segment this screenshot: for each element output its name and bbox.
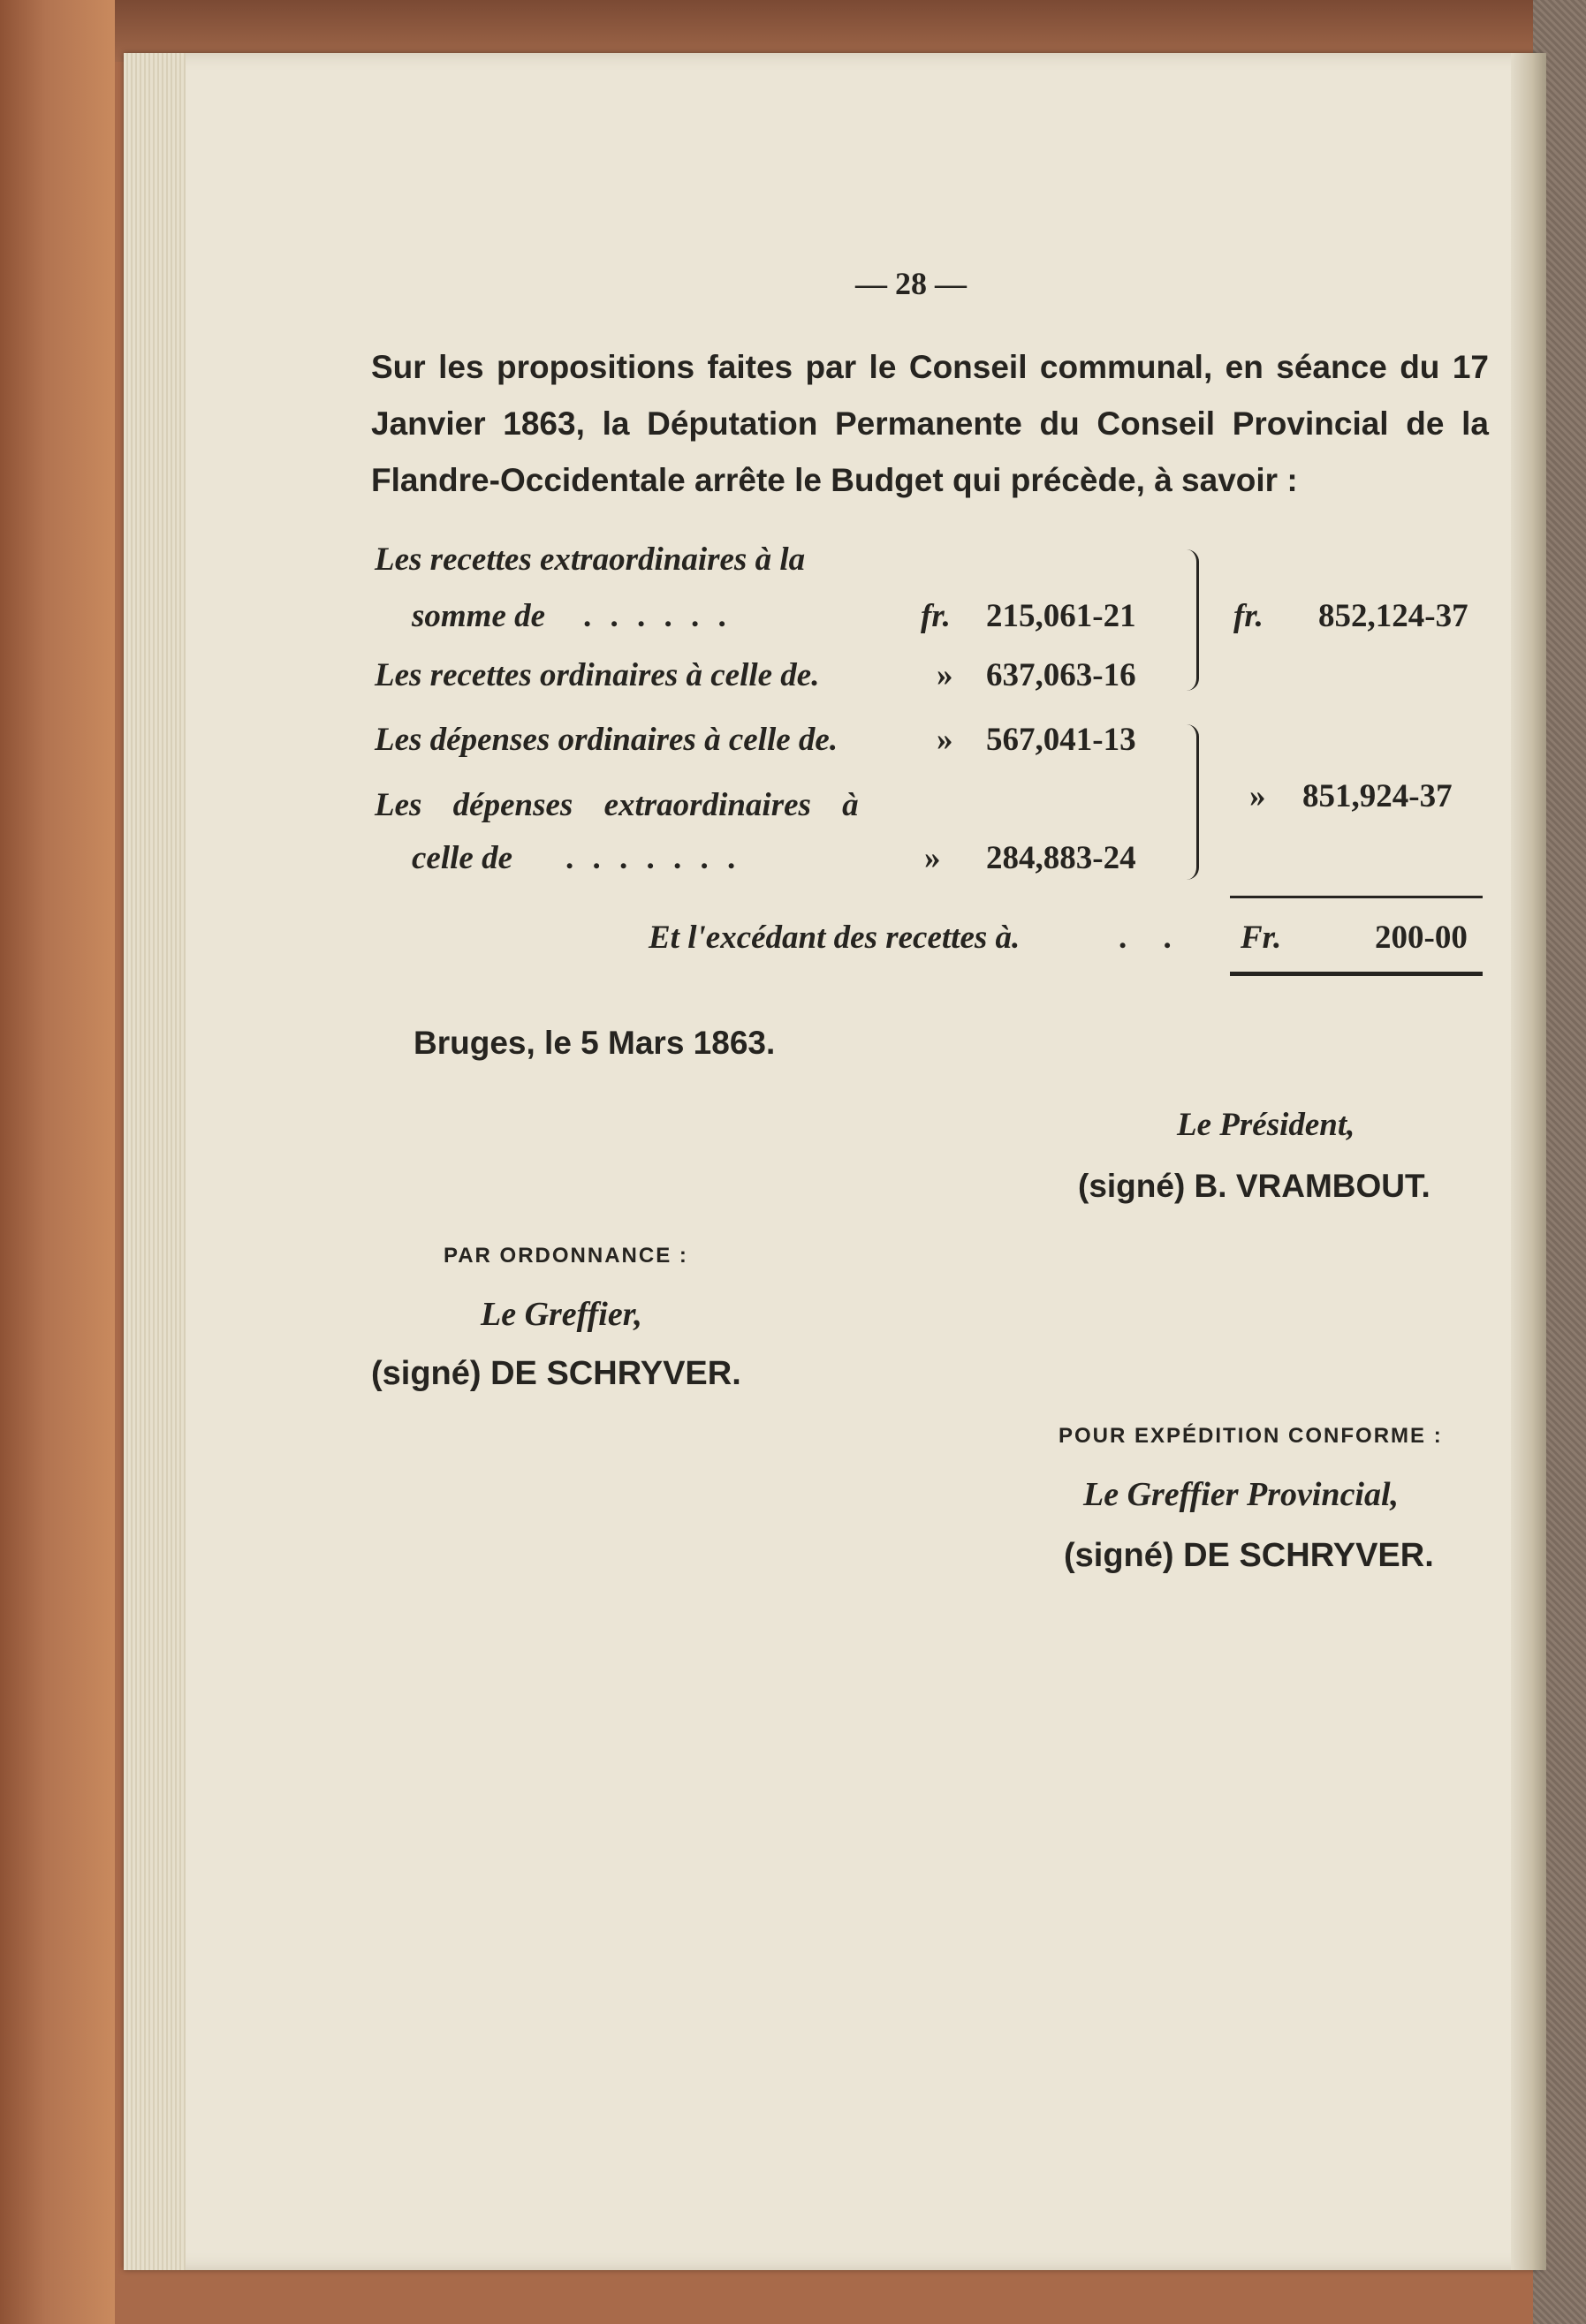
row1-label-line1: Les recettes extraordinaires à la [375,541,806,578]
row1-amount: 215,061-21 [986,598,1136,634]
greffier-signature: (signé) DE SCHRYVER. [371,1355,741,1392]
row4-label-line1: Les dépenses extraordinaires à [375,787,859,823]
row3-label: Les dépenses ordinaires à celle de. [375,722,839,758]
ordonnance-heading: PAR ORDONNANCE : [444,1244,688,1268]
surplus-amount: 200-00 [1375,920,1468,956]
row1-dots: . . . . . . [583,598,732,634]
page-edges [124,53,186,2270]
surplus-double-rule [1230,972,1483,976]
total-rule [1230,896,1483,898]
surplus-dots: . . [1119,920,1186,956]
expenses-total-prefix: » [1249,778,1266,814]
place-date: Bruges, le 5 Mars 1863. [414,1025,776,1061]
row3-amount: 567,041-13 [986,722,1136,758]
provincial-greffier-title: Le Greffier Provincial, [1083,1476,1400,1513]
surplus-label: Et l'excédant des recettes à. [649,920,1021,956]
row4-prefix: » [924,840,941,876]
row4-label-line2: celle de [412,840,512,876]
surplus-prefix: Fr. [1241,920,1282,956]
receipts-brace [1180,549,1199,691]
row4-amount: 284,883-24 [986,840,1136,876]
expenses-total-amount: 851,924-37 [1302,778,1453,814]
row2-amount: 637,063-16 [986,657,1136,693]
row4-dots: . . . . . . . [565,840,741,876]
row1-prefix: fr. [921,598,951,634]
expenses-brace [1180,724,1199,880]
book-cover-left [0,0,115,2324]
row1-label-line2: somme de [412,598,546,634]
receipts-total-amount: 852,124-37 [1318,598,1468,634]
row2-prefix: » [937,657,953,693]
president-signature: (signé) B. VRAMBOUT. [1078,1168,1430,1204]
intro-paragraph: Sur les propositions faites par le Conseil communal, en séance du 17 Janvier 1863, la Députation Permanente du Conseil Provincial de la Flandre-Occidentale arrête le Budget qui précède, à savoir : [371,349,1489,498]
page-number: — 28 — [855,266,967,301]
page-gutter [1511,53,1546,2270]
expedition-heading: POUR EXPÉDITION CONFORME : [1059,1424,1443,1448]
row2-label: Les recettes ordinaires à celle de. [375,657,820,693]
greffier-title: Le Greffier, [481,1296,642,1333]
row3-prefix: » [937,722,953,758]
receipts-total-prefix: fr. [1233,598,1263,634]
president-title: Le Président, [1177,1107,1355,1143]
provincial-greffier-signature: (signé) DE SCHRYVER. [1064,1537,1434,1574]
